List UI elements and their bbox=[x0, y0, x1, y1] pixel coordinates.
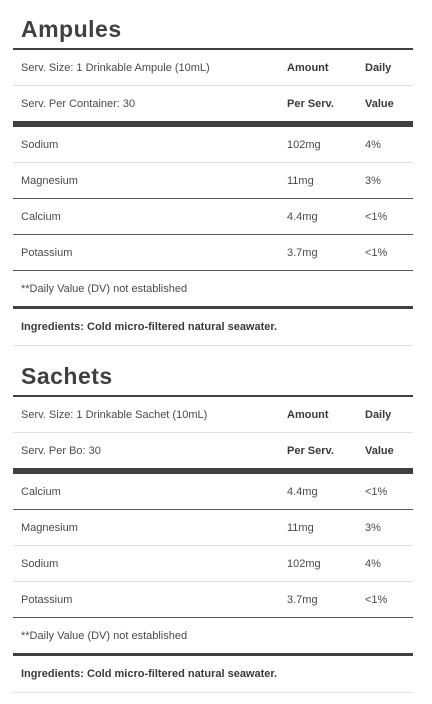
sachets-header-row-1 bbox=[13, 397, 413, 433]
sachets-serving-size: Serv. Size: 1 Drinkable Sachet (10mL) bbox=[21, 408, 208, 421]
nutrient-daily-value: <1% bbox=[365, 210, 388, 223]
sachets-serving-per: Serv. Per Bo: 30 bbox=[21, 444, 101, 457]
sachets-header-per-serv: Per Serv. bbox=[287, 444, 334, 457]
nutrient-daily-value: 3% bbox=[365, 521, 381, 534]
nutrient-daily-value: <1% bbox=[365, 593, 388, 606]
table-row bbox=[13, 474, 413, 510]
ampules-header-row-2 bbox=[13, 86, 413, 127]
nutrient-amount: 11mg bbox=[287, 174, 314, 187]
ingredients-text: Ingredients: Cold micro-filtered natural seawater. bbox=[21, 321, 278, 333]
sachets-dv-note-row bbox=[13, 618, 413, 656]
ampules-header-value: Value bbox=[365, 97, 394, 110]
sachets-ingredients-row bbox=[13, 656, 413, 693]
nutrient-amount: 3.7mg bbox=[287, 593, 318, 606]
dv-note: **Daily Value (DV) not established bbox=[21, 282, 188, 295]
nutrient-daily-value: 4% bbox=[365, 138, 381, 151]
ampules-header-daily: Daily bbox=[365, 61, 392, 74]
nutrient-name: Magnesium bbox=[21, 174, 78, 187]
ampules-dv-note-row bbox=[13, 271, 413, 309]
nutrient-name: Sodium bbox=[21, 557, 59, 570]
ingredients-text: Ingredients: Cold micro-filtered natural seawater. bbox=[21, 668, 278, 680]
ampules-header-row-1 bbox=[13, 50, 413, 86]
sachets-header-row-2 bbox=[13, 433, 413, 474]
table-row bbox=[13, 163, 413, 199]
ampules-section bbox=[13, 0, 413, 346]
nutrient-daily-value: 3% bbox=[365, 174, 381, 187]
nutrient-name: Potassium bbox=[21, 593, 73, 606]
nutrient-daily-value: <1% bbox=[365, 246, 388, 259]
table-row bbox=[13, 546, 413, 582]
dv-note: **Daily Value (DV) not established bbox=[21, 629, 188, 642]
nutrient-daily-value: 4% bbox=[365, 557, 381, 570]
nutrient-amount: 11mg bbox=[287, 521, 314, 534]
nutrient-amount: 4.4mg bbox=[287, 485, 318, 498]
nutrient-name: Sodium bbox=[21, 138, 59, 151]
ampules-title: Ampules bbox=[13, 0, 413, 50]
nutrient-name: Magnesium bbox=[21, 521, 78, 534]
nutrient-amount: 3.7mg bbox=[287, 246, 318, 259]
ampules-serving-size: Serv. Size: 1 Drinkable Ampule (10mL) bbox=[21, 61, 210, 74]
sachets-header-value: Value bbox=[365, 444, 394, 457]
sachets-title: Sachets bbox=[13, 347, 413, 397]
table-row bbox=[13, 510, 413, 546]
nutrient-amount: 102mg bbox=[287, 557, 321, 570]
ampules-serving-per: Serv. Per Container: 30 bbox=[21, 97, 136, 110]
nutrient-name: Calcium bbox=[21, 485, 61, 498]
nutrient-amount: 4.4mg bbox=[287, 210, 318, 223]
sachets-section bbox=[13, 347, 413, 693]
sachets-header-amount: Amount bbox=[287, 408, 329, 421]
ampules-header-amount: Amount bbox=[287, 61, 329, 74]
nutrient-name: Calcium bbox=[21, 210, 61, 223]
table-row bbox=[13, 127, 413, 163]
table-row bbox=[13, 582, 413, 618]
sachets-header-daily: Daily bbox=[365, 408, 392, 421]
nutrient-daily-value: <1% bbox=[365, 485, 388, 498]
ampules-ingredients-row bbox=[13, 309, 413, 346]
table-row bbox=[13, 199, 413, 235]
table-row bbox=[13, 235, 413, 271]
nutrient-name: Potassium bbox=[21, 246, 73, 259]
nutrient-amount: 102mg bbox=[287, 138, 321, 151]
ampules-header-per-serv: Per Serv. bbox=[287, 97, 334, 110]
